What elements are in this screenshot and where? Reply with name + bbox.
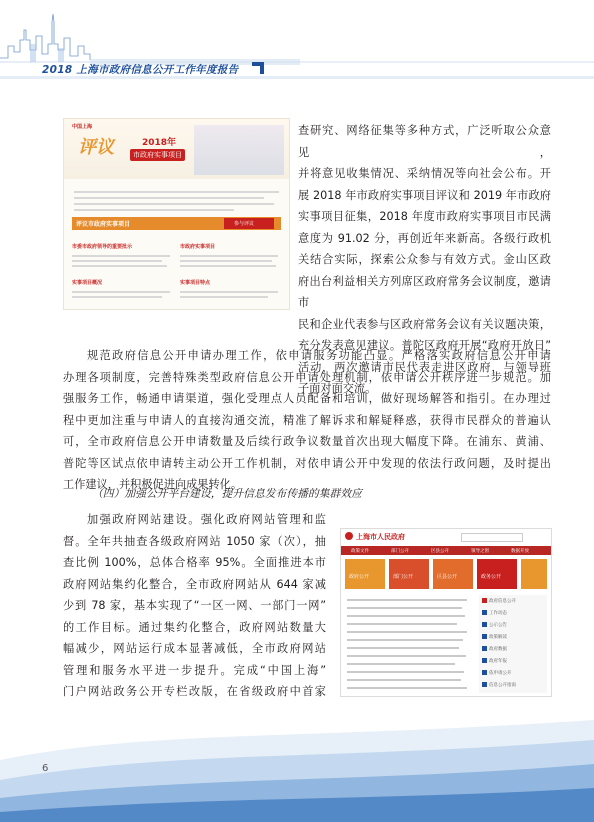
- figure1-banner-year: 2018年: [142, 138, 177, 148]
- figure1-section-2: 市政府实事项目: [180, 244, 216, 250]
- text-line: 工作建议，并积极促进向成果转化。: [63, 478, 243, 491]
- text-line: 门户网站政务公开专栏改版，在省级政府中首家: [63, 685, 326, 698]
- figure2-side-6: 依申请公开: [489, 671, 512, 676]
- sidebar-bullet-icon: [482, 610, 487, 615]
- footer-wave-decoration: [0, 700, 594, 822]
- section-heading-4: （四）加强公开平台建设，提升信息发布传播的集群效应: [92, 487, 362, 500]
- figure1-logo: 中国上海: [72, 124, 93, 130]
- figure2-side-0: 政府信息公开: [489, 599, 516, 604]
- text-line: 活动，两次邀请市民代表走进区政府，与领导班: [298, 360, 551, 374]
- text-line: 规范政府信息公开申请办理工作，依申请服务功能凸显。严格落实政府信息公开申请: [87, 349, 551, 362]
- page-number: 6: [42, 763, 49, 774]
- emblem-icon: [345, 532, 353, 540]
- sidebar-bullet-icon: [482, 646, 487, 651]
- figure1-big-chars: 评议: [78, 137, 114, 158]
- header-corner-icon: [252, 62, 264, 74]
- text-line: 意度为 91.02 分，再创近年来新高。各级行政机: [298, 231, 551, 245]
- text-line: 充分发表意见建议。普陀区政府开展“政府开放日”: [298, 339, 551, 352]
- text-line: 管理和服务水平进一步提升。完成“中国上海”: [63, 663, 326, 677]
- figure2-side-4: 政府数据: [489, 647, 507, 652]
- figure2-side-5: 政府年报: [489, 659, 507, 664]
- text-line: 查比例 100%，总体合格率 95%。全面推进本市: [63, 556, 326, 569]
- text-line: 府出台利益相关方列席区政府常务会议制度，邀请市: [298, 274, 551, 309]
- figure-evaluation-webpage: [63, 118, 290, 310]
- figure2-nav-0: 政策文件: [351, 549, 369, 554]
- figure1-section-4: 实事项目特点: [180, 280, 211, 286]
- sidebar-bullet-icon: [482, 622, 487, 627]
- figure2-side-2: 公示公告: [489, 623, 507, 628]
- text-line: 加强政府网站建设。强化政府网站管理和监: [87, 513, 326, 526]
- paragraph-website-construction: [63, 509, 326, 703]
- sidebar-bullet-icon: [482, 598, 487, 603]
- text-line: 政府网站集约化整合，全市政府网站从 644 家减: [63, 577, 326, 591]
- text-line: 幅减少，网站运行成本显著减低，全市政府网站: [63, 642, 326, 655]
- header-rule: [0, 76, 594, 79]
- sidebar-bullet-icon: [482, 682, 487, 687]
- text-line: 的工作目标。通过集约化整合，政府网站数量大: [63, 620, 326, 634]
- text-line: 办理各项制度，完善特殊类型政府信息公开申请处理机制，依申请公开秩序进一步规范。加: [63, 370, 551, 384]
- text-line: 普陀等区试点依申请转主动公开工作机制，对依申请公开中发现的依法行政问题，及时提出: [63, 456, 551, 470]
- figure2-card-1: 部门公开: [393, 574, 414, 580]
- text-line: 子面对面交流。: [298, 382, 377, 395]
- text-line: 强服务工作，畅通申请渠道，强化受理点人员配备和培训，做好现场解答和指引。在办理过: [63, 392, 551, 405]
- text-line: 民和企业代表参与区政府常务会议有关议题决策，: [298, 317, 551, 331]
- figure2-card-3: 政务公开: [481, 574, 502, 580]
- figure2-nav-4: 数据开放: [511, 549, 529, 554]
- figure2-nav-3: 领导之窗: [471, 549, 489, 554]
- text-line: 程中更加注重与申请人的直接沟通交流，精准了解诉求和解疑释惑，获得市民群众的普遍认: [63, 413, 551, 427]
- figure2-side-3: 政策解读: [489, 635, 507, 640]
- text-line: 关结合实际，探索公众参与有效方式。金山区政: [298, 253, 551, 266]
- text-line: 查研究、网络征集等多种方式，广泛听取公众意见，: [298, 124, 551, 159]
- figure1-tab-participate: 参与评议: [234, 221, 255, 227]
- figure2-site-title: 上海市人民政府: [356, 533, 405, 541]
- figure1-tab-evaluate: 评议市政府实事项目: [76, 221, 131, 228]
- figure2-nav-2: 区县公开: [431, 549, 449, 554]
- figure-government-portal: [340, 528, 552, 697]
- figure2-side-7: 信息公开指南: [489, 683, 516, 688]
- text-line: 督。全年共抽查各级政府网站 1050 家（次），抽: [63, 534, 326, 548]
- figure2-nav-1: 部门公开: [391, 549, 409, 554]
- sidebar-bullet-icon: [482, 670, 487, 675]
- figure1-banner-title: 市政府实事项目: [130, 149, 185, 161]
- sidebar-bullet-icon: [482, 658, 487, 663]
- report-header-title: 2018 上海市政府信息公开工作年度报告: [42, 64, 239, 76]
- figure1-section-1: 市委市政府领导的重要批示: [72, 244, 133, 250]
- figure2-card-0: 政府公开: [349, 574, 370, 580]
- text-line: 展 2018 年市政府实事项目评议和 2019 年市政府: [298, 188, 551, 202]
- text-line: 少到 78 家，基本实现了“一区一网、一部门一网”: [63, 599, 326, 612]
- figure1-section-3: 实事项目概况: [72, 280, 103, 286]
- text-line: 并将意见收集情况、采纳情况等向社会公布。开: [298, 167, 551, 180]
- figure2-card-2: 区县公开: [437, 574, 458, 580]
- text-line: 实事项目征集，2018 年度市政府实事项目市民满: [298, 210, 551, 223]
- paragraph-application-handling: [63, 345, 551, 496]
- figure2-side-1: 工作动态: [489, 611, 507, 616]
- text-line: 可，全市政府信息公开申请数量及后续行政争议数量首次出现大幅度下降。在浦东、黄浦、: [63, 435, 551, 448]
- sidebar-bullet-icon: [482, 634, 487, 639]
